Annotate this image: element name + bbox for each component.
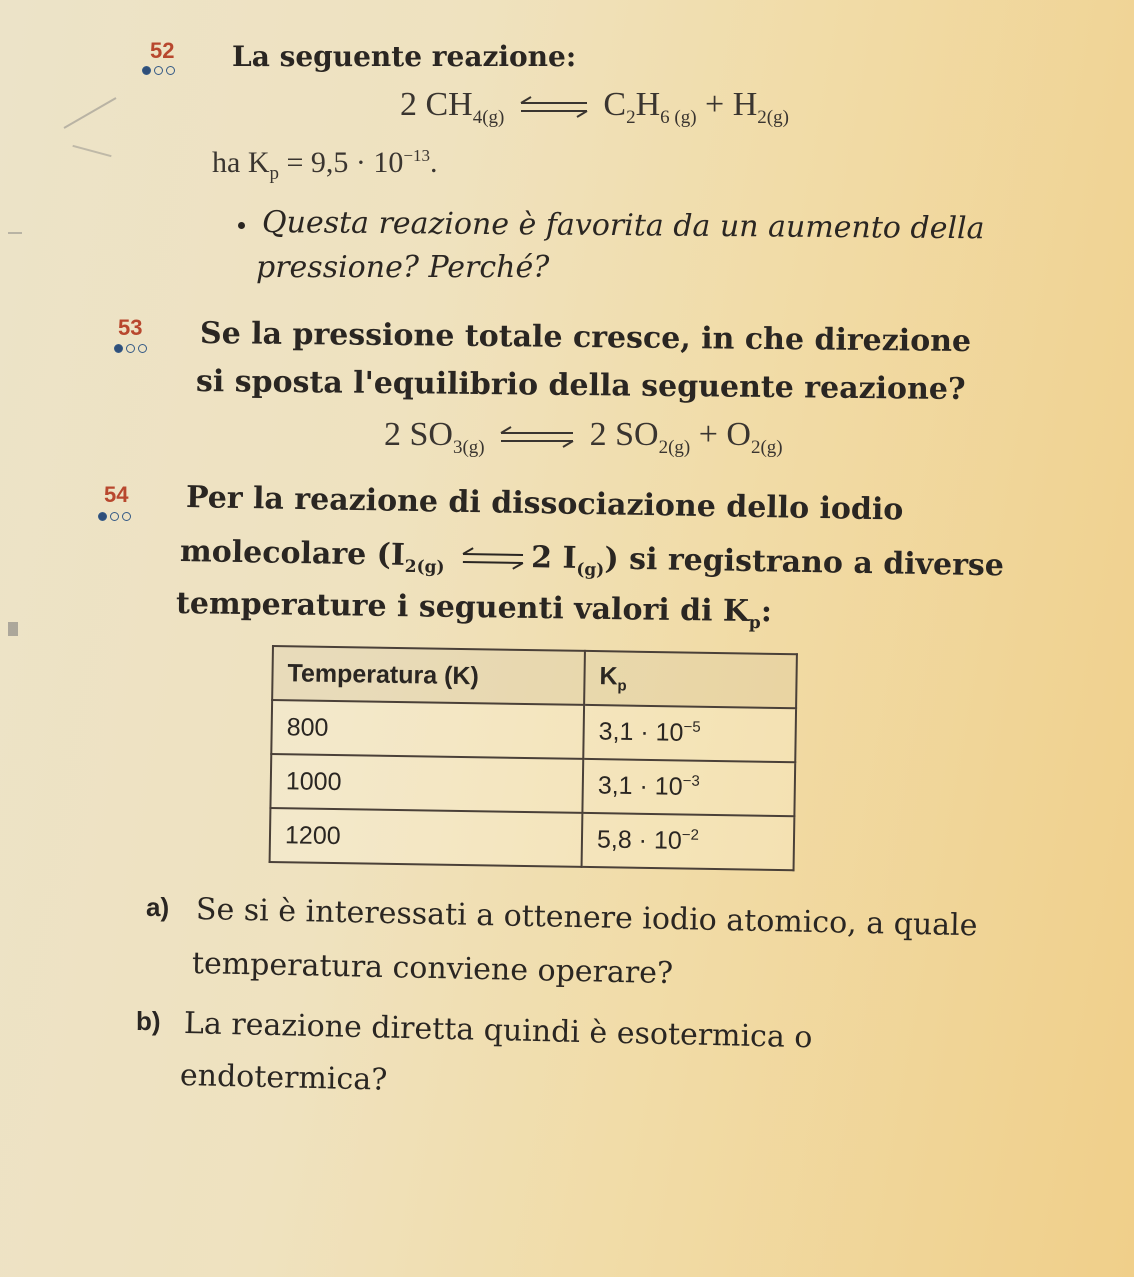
table-header-row bbox=[272, 646, 797, 708]
equilibrium-arrow-icon bbox=[499, 426, 575, 448]
question-a-line2: temperatura conviene operare? bbox=[191, 946, 674, 992]
exercise-53-number: 53 bbox=[118, 315, 143, 340]
temperature-cell: 800 bbox=[271, 700, 584, 759]
equilibrium-arrow-icon bbox=[461, 547, 525, 570]
kp-table bbox=[269, 645, 798, 871]
exercise-54-number: 54 bbox=[104, 482, 129, 507]
question-b-line1: La reazione diretta quindi è esotermica o bbox=[183, 1006, 813, 1056]
question-a-line1: Se si è interessati a ottenere iodio atomico, a quale bbox=[195, 892, 978, 944]
exercise-54-line2: molecolare ($I_{2(g)}$ 2 $I_{(g)}$) si registrano a diverse bbox=[179, 534, 1005, 584]
exercise-52-question-line2: pressione? Perché? bbox=[256, 250, 550, 285]
header-temperature: Temperatura (K) bbox=[272, 646, 585, 705]
exercise-52-question-line1: Questa reazione è favorita da un aumento della bbox=[261, 205, 985, 247]
equilibrium-arrow-icon bbox=[519, 96, 589, 118]
exercise-52-intro: La seguente reazione: bbox=[232, 40, 577, 73]
margin-mark bbox=[8, 622, 18, 636]
question-a-label: a) bbox=[146, 892, 170, 922]
kp-cell: $5,8 \cdot 10^{-2}$ bbox=[582, 813, 795, 870]
kp-cell: $3,1 \cdot 10^{-3}$ bbox=[582, 759, 795, 816]
equilibrium-constant: ha $K_p = 9,5 \cdot 10^{-13}$. bbox=[212, 146, 438, 184]
exercise-53-line2: si sposta l'equilibrio della seguente reazione? bbox=[195, 364, 966, 408]
table-row bbox=[271, 700, 796, 762]
equation-methane: 2 $CH_{4(g)}$ $C_2H_{6 (g)} + H_{2(g)}$ bbox=[400, 86, 789, 128]
header-kp: $K_p$ bbox=[584, 651, 797, 708]
bullet-icon bbox=[238, 222, 245, 229]
difficulty-dots bbox=[98, 512, 131, 521]
temperature-cell: 1200 bbox=[270, 808, 583, 867]
table-row bbox=[270, 754, 795, 816]
exercise-54-line3: temperature i seguenti valori di $K_p$: bbox=[175, 586, 773, 634]
exercise-52-number: 52 bbox=[150, 38, 175, 63]
question-b-label: b) bbox=[136, 1006, 161, 1036]
margin-mark bbox=[64, 97, 117, 129]
table-row bbox=[270, 808, 795, 870]
margin-mark bbox=[8, 232, 22, 234]
kp-cell: $3,1 \cdot 10^{-5}$ bbox=[583, 705, 796, 762]
margin-mark bbox=[72, 145, 111, 157]
difficulty-dots bbox=[142, 66, 175, 75]
equation-sulfur: 2 $SO_{3(g)}$ 2 $SO_{2(g)} + O_{2(g)}$ bbox=[384, 416, 783, 458]
exercise-53-line1: Se la pressione totale cresce, in che direzione bbox=[199, 316, 972, 360]
question-b-line2: endotermica? bbox=[179, 1058, 388, 1098]
exercise-54-line1: Per la reazione di dissociazione dello iodio bbox=[185, 480, 904, 528]
temperature-cell: 1000 bbox=[270, 754, 583, 813]
difficulty-dots bbox=[114, 344, 147, 353]
